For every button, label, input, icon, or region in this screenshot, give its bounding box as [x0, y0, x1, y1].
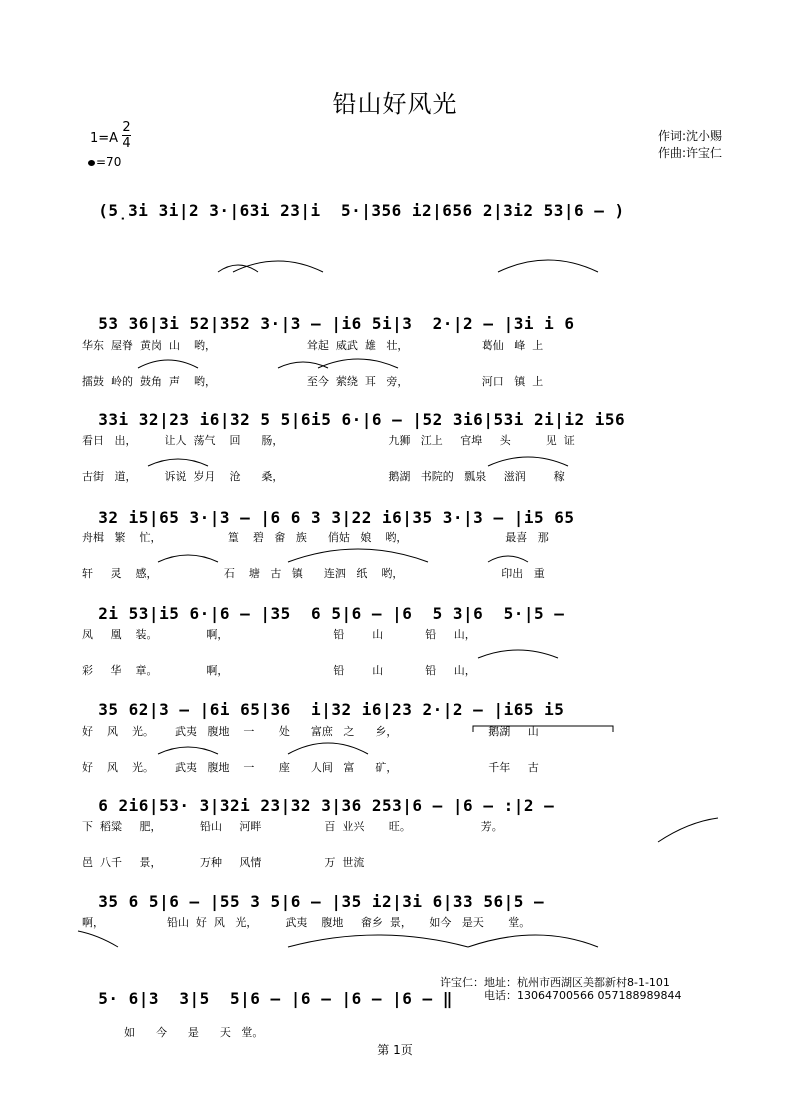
contact-info	[440, 976, 681, 1002]
time-sig-top: 2	[122, 120, 131, 135]
slur-marks-row-8	[78, 832, 728, 852]
notes-row-1: (5̣3i 3i|2 3·|63i 23|i 5·|356 i2|656 2|3i2 53|6 – )	[98, 201, 625, 220]
score-row-7	[78, 758, 728, 815]
notes-row-9: 5· 6|3 3|5 5|6 – |6 – |6 – |6 – ‖	[98, 989, 453, 1008]
composer-credit: 作曲:许宝仁	[657, 146, 722, 160]
lyrics-row-8-verse-1: 啊， 铅山 好 风 光， 武夷 腹地 畲乡 景， 如今 是天 堂。	[82, 916, 531, 929]
time-signature	[122, 120, 131, 151]
notes-row-2: 53 36|3i 52|352 3·|3 – |i6 5i|3 2·|2 – |3i i 6	[98, 314, 575, 333]
address-line: 许宝仁：地址：杭州市西湖区美都新村8-1-101	[440, 976, 670, 989]
score-row-2	[78, 276, 728, 333]
score-row-6	[78, 662, 728, 719]
lyrics-row-5-verse-2: 彩 华 章。 啊， 铅 山 铅 山，	[82, 664, 476, 677]
lyrics-row-7-verse-2: 邑 八千 景， 万种 风情 万 世流	[82, 856, 365, 869]
notes-row-5: 2i 53|i5 6·|6 – |35 6 5|6 – |6 5 3|6 5·|5 –	[98, 604, 565, 623]
page-number: 第 1页	[377, 1043, 413, 1057]
notes-row-4: 32 i5|65 3·|3 – |6 6 3 3|22 i6|35 3·|3 – |i5 65	[98, 508, 575, 527]
notes-row-3: 33i 32|23 i6|32 5 5|6i5 6·|6 – |52 3i6|53i 2i|i2 i56	[98, 410, 626, 429]
slur-marks-row-3	[78, 350, 728, 370]
tempo-value: =70	[96, 155, 122, 169]
slur-marks-row-5	[78, 544, 728, 564]
lyrics-row-6-verse-2: 好 风 光。 武夷 腹地 一 座 人间 富 矿， 千年 古	[82, 761, 539, 774]
phone-line: 电话：13064700566 057188989844	[484, 989, 682, 1002]
quarter-note-icon	[88, 160, 95, 166]
slur-marks-row-7	[78, 736, 728, 756]
lyrics-row-4-verse-1: 舟楫 繁 忙， 篁 碧 畲 族 俏姑 娘 哟， 最喜 那	[82, 531, 549, 544]
lyrics-row-4-verse-2: 轩 灵 感， 石 塘 古 镇 连泗 纸 哟， 印出 重	[82, 567, 545, 580]
key-signature: 1=A	[90, 131, 119, 146]
time-sig-bottom: 4	[122, 136, 131, 151]
tempo-marking	[88, 155, 121, 169]
slur-marks-row-6	[78, 640, 728, 660]
score-row-5	[78, 566, 728, 623]
lyrics-row-2-verse-2: 擂鼓 岭的 鼓角 声 哟， 至今 萦绕 耳 旁， 河口 镇 上	[82, 375, 544, 388]
lyrics-row-9-verse-2: 如 今 是 天 堂。	[82, 1026, 264, 1039]
lyrics-row-7-verse-1: 下 稻粱 肥， 铅山 河畔 百 业兴 旺。 芳。	[82, 820, 503, 833]
lyrics-row-6-verse-1: 好 风 光。 武夷 腹地 一 处 富庶 之 乡， 鹅湖 山	[82, 725, 539, 738]
score-row-1	[78, 182, 728, 220]
slur-marks-row-4	[78, 448, 728, 468]
lyrics-row-3-verse-1: 看日 出， 让人 荡气 回 肠， 九狮 江上 官埠 头 见 证	[82, 434, 575, 447]
score-row-3	[78, 372, 728, 429]
lyrics-row-3-verse-2: 古街 道， 诉说 岁月 沧 桑， 鹅湖 书院的 瓢泉 滋润 稼	[82, 470, 565, 483]
score-row-4	[78, 470, 728, 527]
lyrics-row-2-verse-1: 华东 屋脊 黄岗 山 哟， 耸起 威武 雄 壮， 葛仙 峰 上	[82, 339, 544, 352]
score-row-8	[78, 854, 728, 911]
song-title: 铅山好风光	[332, 90, 458, 118]
lyricist-credit: 作词:沈小赐	[657, 129, 722, 143]
lyrics-row-5-verse-1: 凤 凰 装。 啊， 铅 山 铅 山，	[82, 628, 476, 641]
notes-row-6: 35 62|3 – |6i 65|36 i|32 i6|23 2·|2 – |i65 i5	[98, 700, 565, 719]
notes-row-7: 6 2i6|53· 3|32i 23|32 3|36 253|6 – |6 – :|2 –	[98, 796, 555, 815]
slur-marks-row-2	[78, 254, 728, 274]
notes-row-8: 35 6 5|6 – |55 3 5|6 – |35 i2|3i 6|33 56|5 –	[98, 892, 545, 911]
slur-marks-row-9	[78, 929, 728, 949]
